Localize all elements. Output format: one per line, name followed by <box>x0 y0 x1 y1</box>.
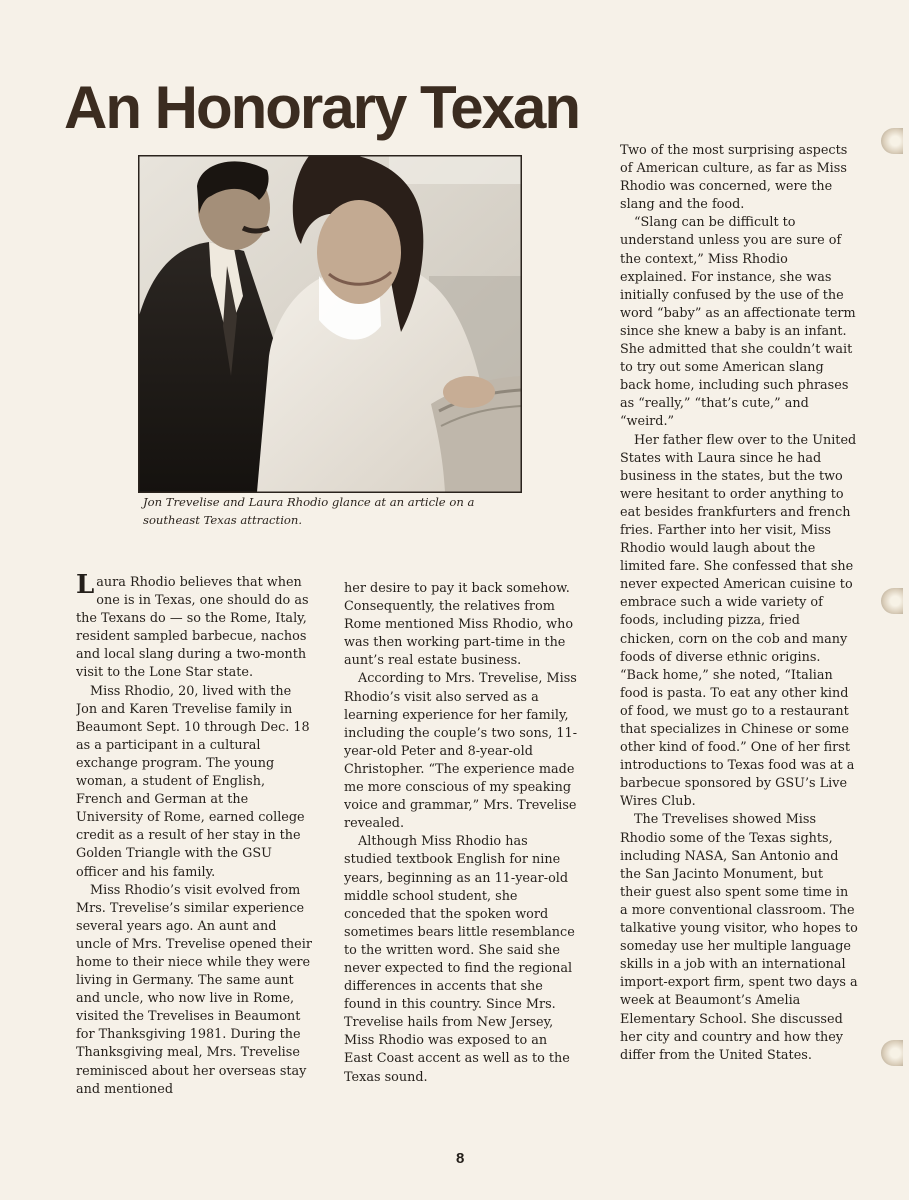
paragraph: According to Mrs. Trevelise, Miss Rhodio’s visit also served as a learning experience for her family, including the couple’s two sons, 11-year-old Peter and 8-year-old Christopher. “The experience made me more conscious of my speaking voice and grammar,” Mrs. Trevelise revealed. <box>344 671 578 832</box>
paragraph: her desire to pay it back somehow. Consequently, the relatives from Rome mentioned Miss Rhodio, who was then working part-time in the aunt’s real estate business. <box>344 581 574 669</box>
binder-hole-icon <box>881 1040 903 1066</box>
paragraph: “Slang can be difficult to understand unless you are sure of the context,” Miss Rhodio explained. For instance, she was initially confused by the use of the word “baby” as an affectionate term since she knew a baby is an infant. She admitted that she couldn’t wait to try out some American slang back home, including such phrases as “really,” “that’s cute,” and “weird.” <box>620 215 856 430</box>
drop-cap: L <box>76 574 95 600</box>
page-number: 8 <box>456 1150 465 1167</box>
article-column-2 <box>344 580 578 1145</box>
article-column-3 <box>620 142 858 1137</box>
binder-hole-icon <box>881 588 903 614</box>
paragraph: Two of the most surprising aspects of American culture, as far as Miss Rhodio was concerned, were the slang and the food. <box>620 143 848 213</box>
article-title: An Honorary Texan <box>64 74 579 141</box>
paragraph: Her father flew over to the United States with Laura since he had business in the states, but the two were hesitant to order anything to eat besides frankfurters and french fries. Farther into her visit, Miss Rhodio would laugh about the limited fare. She confessed that she never expected American cuisine to embrace such a wide variety of foods, including pizza, fried chicken, corn on the cob and many foods of diverse ethnic origins. “Back home,” she noted, “Italian food is pasta. To eat any other kind of food, we must go to a restaurant that specializes in Chinese or some other kind of food.” One of her first introductions to Texas food was at a barbecue sponsored by GSU’s Live Wires Club. <box>620 432 857 810</box>
paragraph: The Trevelises showed Miss Rhodio some of the Texas sights, including NASA, San Antonio and the San Jacinto Monument, but their guest also spent some time in a more conventional classroom. The talkative young visitor, who hopes to someday use her multiple language skills in a job with an international import-export firm, spent two days a week at Beaumont’s Amelia Elementary School. She discussed her city and country and how they differ from the United States. <box>620 812 858 1063</box>
binder-hole-icon <box>881 128 903 154</box>
magazine-in-hands <box>431 376 521 492</box>
photo-caption: Jon Trevelise and Laura Rhodio glance at an article on a southeast Texas attraction. <box>143 495 475 527</box>
paragraph-text: aura Rhodio believes that when one is in Texas, one should do as the Texans do — so the Rome, Italy, resident sampled barbecue, nachos and local slang during a two-month visit to the Lone Star state. <box>76 575 309 681</box>
paragraph: Miss Rhodio, 20, lived with the Jon and Karen Trevelise family in Beaumont Sept. 10 through Dec. 18 as a participant in a cultural exchange program. The young woman, a student of English, French and German at the University of Rome, earned college credit as a result of her stay in the Golden Triangle with the GSU officer and his family. <box>76 683 310 880</box>
article-column-1 <box>76 574 312 1139</box>
photo-illustration <box>139 156 521 492</box>
paragraph <box>76 574 312 683</box>
article-photo <box>138 155 522 493</box>
paragraph: Although Miss Rhodio has studied textbook English for nine years, beginning as an 11-year-old middle school student, she conceded that the spoken word sometimes bears little resemblance to the written word. She said she never expected to find the regional differences in accents that she found in this country. Since Mrs. Trevelise hails from New Jersey, Miss Rhodio was exposed to an East Coast accent as well as to the Texas sound. <box>344 834 575 1085</box>
paragraph: Miss Rhodio’s visit evolved from Mrs. Trevelise’s similar experience several years ago. An aunt and uncle of Mrs. Trevelise opened their home to their niece while they were living in Germany. The same aunt and uncle, who now live in Rome, visited the Trevelises in Beaumont for Thanksgiving 1981. During the Thanksgiving meal, Mrs. Trevelise reminisced about her overseas stay and mentioned <box>76 882 312 1097</box>
